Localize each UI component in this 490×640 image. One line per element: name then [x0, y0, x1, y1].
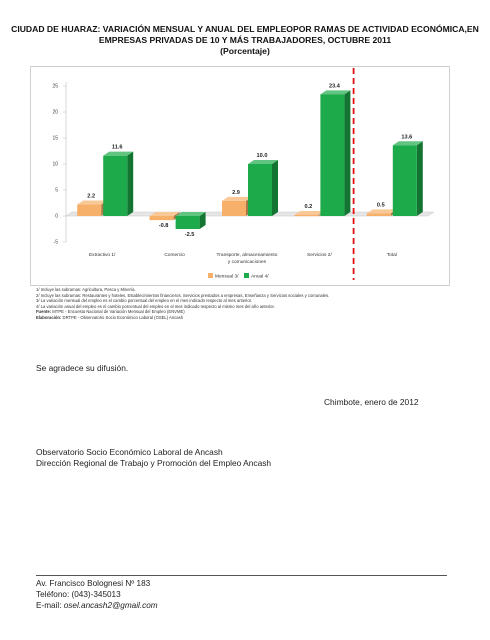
bar-chart: [30, 66, 448, 284]
x-tick-label: Transporte, almacenamiento: [216, 253, 278, 258]
title-line-1: CIUDAD DE HUARAZ: VARIACIÓN MENSUAL Y ANUAL DEL EMPLEOPOR RAMAS DE ACTIVIDAD ECONÓMICA,EN: [11, 24, 479, 34]
bar: [77, 205, 101, 216]
bar: [222, 201, 246, 216]
y-tick-label: 0: [55, 213, 58, 220]
y-tick-label: 25: [52, 83, 58, 90]
elaboration-label: Elaboración:: [36, 314, 62, 320]
data-label: 13.6: [401, 134, 413, 141]
data-label: 23.4: [328, 83, 340, 90]
x-tick-label: Servicios 2/: [307, 253, 332, 258]
y-tick-label: 5: [55, 187, 58, 194]
y-tick-label: 15: [52, 135, 58, 142]
footer-address: Av. Francisco Bolognesi Nº 183: [36, 579, 151, 588]
legend-swatch: [244, 273, 249, 278]
data-label: 0.5: [376, 202, 385, 209]
bar: [150, 216, 174, 220]
bar: [248, 164, 272, 216]
data-label: 11.6: [111, 144, 123, 151]
data-label: -0.8: [158, 223, 169, 230]
bar-side: [127, 152, 133, 216]
source-text: MTPE - Encuesta Nacional de Variación Mensual del Empleo (ENVME): [52, 309, 185, 315]
data-label: 0.2: [304, 203, 313, 210]
bar-side: [417, 141, 423, 216]
place-date: Chimbote, enero de 2012: [324, 397, 419, 407]
x-tick-label: Comercio: [164, 253, 185, 258]
footer-divider: [36, 575, 447, 576]
bar: [393, 145, 417, 216]
footer-email-line: [36, 600, 158, 611]
x-tick-label: Total: [386, 253, 397, 258]
data-label: -2.5: [184, 232, 195, 238]
y-tick-label: 20: [52, 109, 58, 116]
x-tick-label: y comunicaciones: [227, 260, 267, 265]
y-tick-label: 10: [52, 161, 58, 168]
footer: [36, 578, 158, 611]
bar-side: [344, 90, 350, 216]
note-2: 2/ Incluye las subramas: Restaurantes y hoteles, Establecimientos financieros, Servicios prestados a empresas, Enseñanza y Servicios sociales y comunales.: [36, 292, 330, 298]
source-label: Fuente:: [36, 309, 52, 315]
legend-label: Anual 4/: [251, 274, 269, 280]
bar-side: [272, 160, 278, 216]
title-line-2: EMPRESAS PRIVADAS DE 10 Y MÁS TRABAJADORES, OCTUBRE 2011: [98, 35, 392, 45]
elaboration-text: DRTPE - Observatorio Socio Económico Laboral (OSEL) Ancash: [62, 314, 184, 320]
x-tick-label: Extractivo 1/: [88, 253, 116, 258]
footer-email-label: E-mail:: [36, 601, 64, 610]
bar: [367, 213, 391, 216]
chart-notes: [36, 287, 456, 321]
org-line-2: Dirección Regional de Trabajo y Promoción del Empleo Ancash: [36, 458, 272, 468]
footer-phone: Teléfono: (043)-345013: [36, 590, 121, 599]
bar: [294, 215, 318, 216]
data-label: 2.2: [87, 193, 96, 200]
note-4: 4/ La variación anual del empleo es el cambio porcentual del empleo en el mes indicado respecto al mismo mes del año anterior.: [36, 303, 275, 309]
bar: [320, 94, 344, 216]
diffusion-text: Se agradece su difusión.: [36, 363, 129, 373]
note-3: 3/ La variación mensual del empleo es el cambio porcentual del empleo en el mes indicado respecto al mes anterior.: [36, 298, 253, 304]
legend-label: Mensual 3/: [215, 274, 239, 280]
title-line-3: (Porcentaje): [220, 46, 270, 56]
note-1: 1/ Incluye las subramas: Agricultura, Pesca y Minería.: [36, 287, 136, 292]
legend-swatch: [208, 273, 213, 278]
elaboration-line: [36, 315, 456, 321]
bar: [176, 216, 200, 229]
data-label: 2.9: [232, 189, 240, 196]
data-label: 10.0: [256, 153, 268, 159]
org-line-1: Observatorio Socio Económico Laboral de Ancash: [36, 447, 223, 457]
y-tick-label: -5: [53, 239, 58, 246]
bar: [103, 156, 127, 216]
footer-email[interactable]: osel.ancash2@gmail.com: [63, 601, 158, 610]
document-title: [10, 24, 480, 57]
